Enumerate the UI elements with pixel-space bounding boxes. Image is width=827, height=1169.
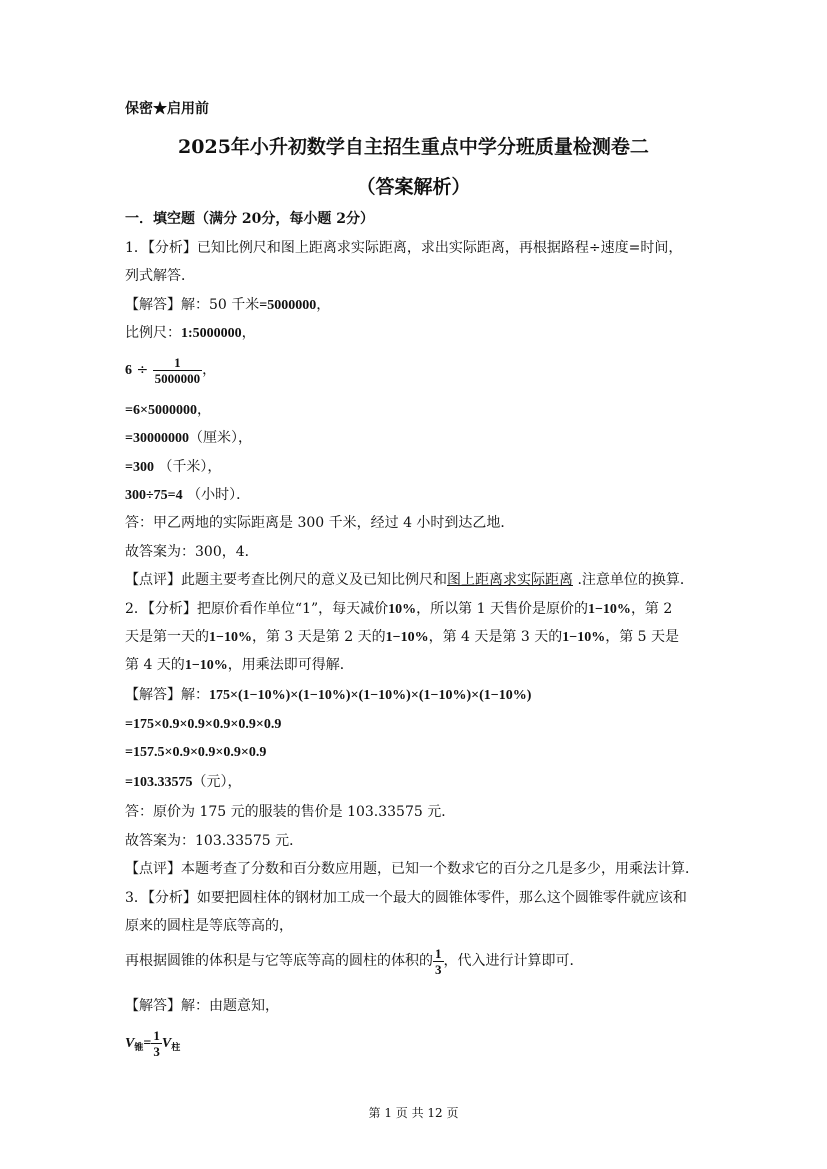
q3-eq: = (143, 1036, 152, 1051)
q2-analysis-line-2 (125, 627, 679, 648)
q1-step-2 (125, 428, 252, 449)
q1-frac-num: 1 (174, 354, 181, 370)
section-heading: 一．填空题（满分 20分，每小题 2分） (125, 211, 374, 227)
page-footer: 第 1 页 共 12 页 (368, 1106, 459, 1120)
q1-comment-post: .注意单位的换算． (573, 572, 694, 588)
q1-frac-den: 5000000 (154, 370, 201, 386)
q3-analysis-line-1: 3．【分析】如要把圆柱体的钢材加工成一个最大的圆锥体零件，那么这个圆锥零件就应该和 (125, 890, 687, 906)
q1-division-line (125, 354, 216, 387)
secret-label: 保密★启用前 (125, 101, 209, 117)
q2-b1: 天是第一天的 (125, 629, 209, 645)
q1-div-suffix: ， (202, 362, 217, 378)
q1-analysis-line-1: 1．【分析】已知比例尺和图上距离求实际距离，求出实际距离，再根据路程÷速度=时间， (125, 240, 683, 256)
q2-a3: ，第 2 (630, 601, 673, 617)
q3-analysis-line-2: 原来的圆柱是等底等高的， (125, 918, 293, 934)
q2-m6: 1−10% (184, 658, 228, 673)
q1-answer-line (125, 295, 330, 316)
q2-step-3 (125, 772, 241, 793)
q3-v-cone: V (125, 1036, 135, 1051)
q2-m5: 1−10% (562, 630, 606, 645)
q2-step-3-math: =103.33575 (125, 775, 193, 790)
q3-frac-num: 1 (435, 945, 442, 961)
q2-answer-line (125, 685, 531, 706)
q2-comment: 【点评】本题考查了分数和百分数应用题，已知一个数求它的百分之几是多少，用乘法计算． (125, 861, 699, 877)
q2-b4: ，第 5 天是 (605, 629, 680, 645)
q2-final: 故答案为：103.33575 元． (125, 833, 304, 849)
q3-v-fraction (151, 1028, 162, 1059)
q1-final: 故答案为：300，4． (125, 544, 259, 560)
q1-step-1-math: =6×5000000 (125, 403, 197, 418)
q1-analysis-line-2: 列式解答． (125, 268, 195, 284)
q3-answer-line: 【解答】解：由题意知， (125, 998, 279, 1014)
q1-answer-math: =5000000 (259, 298, 317, 313)
q3-fraction (433, 946, 444, 977)
q2-m2: 1−10% (587, 602, 631, 617)
q1-step-1-suffix: ， (196, 402, 211, 418)
q1-step-3-math: =300 (125, 460, 154, 475)
q1-comment-underlined: 图上距离求实际距离 (447, 572, 573, 588)
q2-step-2: =157.5×0.9×0.9×0.9×0.9 (125, 745, 267, 760)
q1-step-3 (125, 457, 221, 478)
q1-step-3-unit: （千米）， (158, 459, 222, 475)
page-title: 2025年小升初数学自主招生重点中学分班质量检测卷二 (178, 136, 649, 158)
page-subtitle: （答案解析） (356, 176, 471, 198)
q2-answer-math: 175×(1−10%)×(1−10%)×(1−10%)×(1−10%)×(1−10%) (209, 688, 532, 703)
q1-step-4 (125, 485, 250, 506)
q2-analysis-line-1 (125, 599, 672, 620)
q1-answer-prefix: 【解答】解：50 千米 (125, 297, 260, 313)
q1-scale-suffix: ， (241, 325, 256, 341)
q3-l3-pre: 再根据圆锥的体积是与它等底等高的圆柱的体积的 (125, 953, 433, 969)
q1-step-2-unit: （厘米）， (188, 430, 252, 446)
q3-v-frac-num: 1 (153, 1027, 160, 1043)
q2-c2: ，用乘法即可得解． (227, 657, 354, 673)
q3-analysis-line-3 (125, 944, 584, 978)
q1-div-a: 6 (125, 363, 132, 378)
q2-step-1: =175×0.9×0.9×0.9×0.9×0.9 (125, 717, 282, 732)
q1-step-4-unit: （小时）． (187, 487, 251, 503)
q2-m1: 10% (388, 602, 417, 617)
q1-reply: 答：甲乙两地的实际距离是 300 千米，经过 4 小时到达乙地． (125, 515, 515, 531)
q1-comment (125, 570, 694, 590)
q1-answer-suffix: ， (316, 297, 331, 313)
q1-step-2-math: =30000000 (125, 431, 189, 446)
q1-step-1 (125, 400, 211, 421)
q3-v-cyl: V (161, 1036, 172, 1051)
q1-scale-line (125, 323, 256, 344)
q3-l3-post: ，代入进行计算即可． (443, 953, 584, 969)
q1-scale-math: 1:5000000 (181, 326, 242, 341)
q2-m3: 1−10% (209, 630, 252, 645)
q3-v-frac-den: 3 (153, 1043, 160, 1059)
q1-div-op: ÷ (136, 362, 149, 378)
q2-reply: 答：原价为 175 元的服装的售价是 103.33575 元． (125, 804, 456, 820)
q1-scale-prefix: 比例尺： (125, 325, 181, 341)
q2-step-3-unit: （元）， (192, 774, 242, 790)
q2-c1: 第 4 天的 (125, 657, 185, 673)
q3-formula (125, 1026, 180, 1065)
q2-m4: 1−10% (385, 630, 429, 645)
q2-answer-prefix: 【解答】解： (125, 687, 209, 703)
q1-step-4-math: 300÷75=4 (125, 488, 183, 503)
q2-b2: ，第 3 天是第 2 天的 (251, 629, 386, 645)
q1-fraction (153, 355, 203, 386)
q2-b3: ，第 4 天是第 3 天的 (428, 629, 563, 645)
q1-comment-pre: 【点评】此题主要考查比例尺的意义及已知比例尺和 (125, 572, 447, 588)
q2-a2: ，所以第 1 天售价是原价的 (416, 601, 588, 617)
q3-frac-den: 3 (435, 961, 442, 977)
q2-a1: 2．【分析】把原价看作单位“1”，每天减价 (125, 601, 389, 617)
q3-v-cyl-sub: 柱 (171, 1043, 181, 1053)
q3-v-cone-sub: 锥 (134, 1043, 144, 1053)
q2-analysis-line-3 (125, 655, 354, 676)
